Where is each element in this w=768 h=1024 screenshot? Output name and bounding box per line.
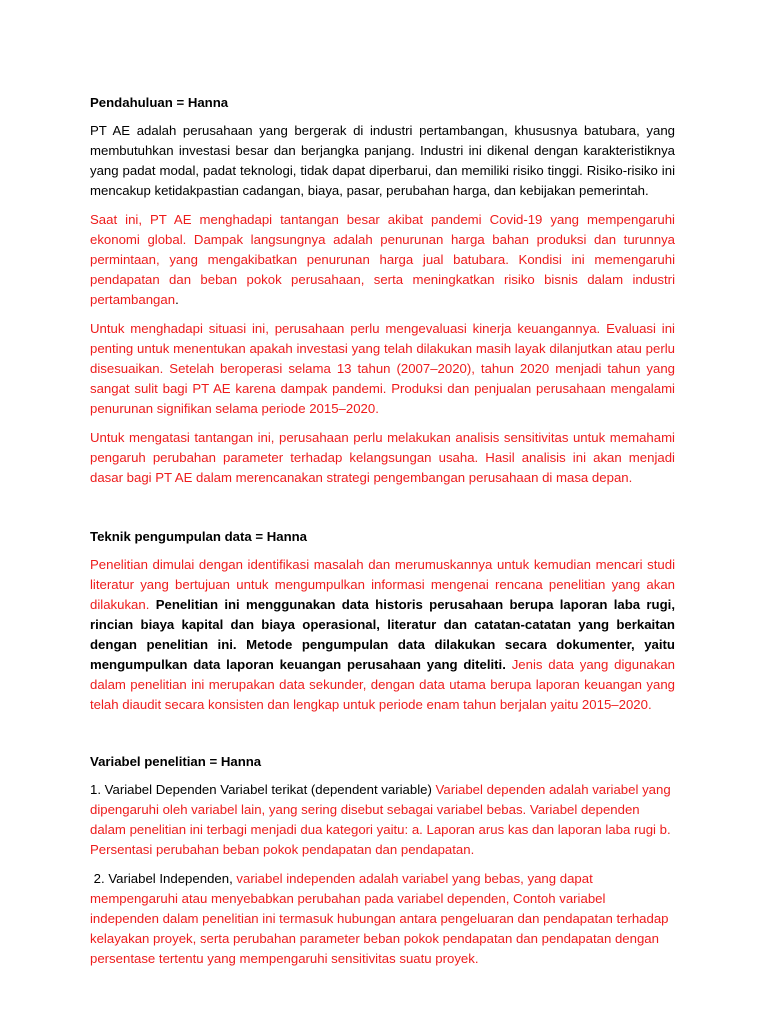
section-heading-variabel: Variabel penelitian = Hanna: [90, 754, 262, 769]
variabel-dependen-desc: Variabel dependen adalah variabel yang dipengaruhi oleh variabel lain, yang sering disebut sebagai variabel bebas. Variabel dependen dalam penelitian ini terbagi menjadi dua kategori yaitu: a. Laporan arus kas dan laporan laba rugi b. Persentasi perubahan beban pokok pendapatan dan pendapatan.: [90, 782, 671, 857]
paragraph-data-collection: [90, 555, 675, 715]
list-item-variabel-dependen: [90, 780, 675, 860]
section-heading-teknik: Teknik pengumpulan data = Hanna: [90, 529, 308, 544]
paragraph-covid: [90, 210, 675, 310]
variabel-independen-desc: variabel independen adalah variabel yang bebas, yang dapat mempengaruhi atau menyebabkan perubahan pada variabel dependen, Contoh variabel independen dalam penelitian ini termasuk hubungan antara pengeluaran dan pendapatan terhadap kelayakan proyek, serta perubahan parameter beban pokok pendapatan dan pendapatan dengan persentase tertentu yang mempengaruhi sensitivitas suatu proyek.: [90, 871, 669, 966]
paragraph-covid-period: .: [175, 292, 179, 307]
data-collection-red-end: Jenis data yang digunakan dalam penelitian ini merupakan data sekunder, dengan data utama berupa laporan keuangan yang telah diaudit secara konsisten dan lengkap untuk periode enam tahun berjalan yaitu 2015–2020.: [90, 657, 676, 712]
section-heading-pendahuluan: Pendahuluan = Hanna: [90, 95, 229, 110]
data-collection-red-start: Penelitian dimulai dengan identifikasi masalah dan merumuskannya untuk kemudian mencari studi literatur yang bertujuan untuk mengumpulkan informasi mengenai rencana penelitian yang akan dilakukan.: [90, 557, 675, 612]
variabel-dependen-label: 1. Variabel Dependen Variabel terikat (dependent variable): [90, 782, 432, 797]
paragraph-intro: PT AE adalah perusahaan yang bergerak di industri pertambangan, khususnya batubara, yang membutuhkan investasi besar dan berjangka panjang. Industri ini dikenal dengan karakteristiknya yang padat modal, padat teknologi, tidak dapat diperbarui, dan memiliki risiko tinggi. Risiko-risiko ini mencakup ketidakpastian cadangan, biaya, pasar, perubahan harga, dan kebijakan pemerintah.: [90, 123, 675, 198]
list-item-variabel-independen: [90, 869, 675, 969]
paragraph-evaluation: Untuk menghadapi situasi ini, perusahaan perlu mengevaluasi kinerja keuangannya. Evaluasi ini penting untuk menentukan apakah investasi yang telah dilakukan masih layak dilanjutkan atau perlu disesuaikan. Setelah beroperasi selama 13 tahun (2007–2020), tahun 2020 menjadi tahun yang sangat sulit bagi PT AE karena dampak pandemi. Produksi dan penjualan perusahaan mengalami penurunan signifikan selama periode 2015–2020.: [90, 321, 675, 416]
data-collection-bold: Penelitian ini menggunakan data historis perusahaan berupa laporan laba rugi, rincian biaya kapital dan biaya operasional, literatur dan catatan-catatan yang berkaitan dengan penelitian ini. Metode pengumpulan data dilakukan secara dokumenter, yaitu mengumpulkan data laporan keuangan perusahaan yang diteliti.: [90, 597, 675, 672]
paragraph-sensitivity: Untuk mengatasi tantangan ini, perusahaan perlu melakukan analisis sensitivitas untuk memahami pengaruh perubahan parameter terhadap kelangsungan usaha. Hasil analisis ini akan menjadi dasar bagi PT AE dalam merencanakan strategi pengembangan perusahaan di masa depan.: [90, 430, 675, 485]
paragraph-covid-text: Saat ini, PT AE menghadapi tantangan besar akibat pandemi Covid-19 yang mempengaruhi ekonomi global. Dampak langsungnya adalah penurunan harga bahan produksi dan turunnya permintaan, yang mengakibatkan penurunan harga jual batubara. Kondisi ini memengaruhi pendapatan dan beban pokok perusahaan, serta meningkatkan risiko bisnis dalam industri pertambangan: [90, 212, 675, 307]
variabel-independen-label: 2. Variabel Independen,: [90, 871, 233, 886]
